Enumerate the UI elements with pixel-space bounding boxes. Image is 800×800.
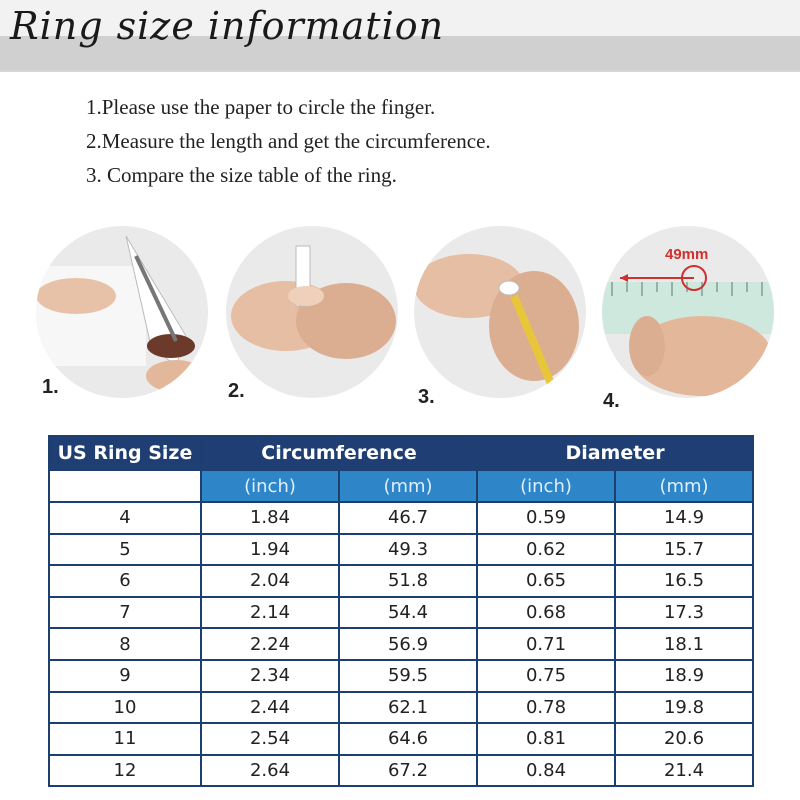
table-units-row [49, 470, 753, 502]
table-row [49, 597, 753, 629]
cell-diam-inch: 0.71 [477, 628, 615, 660]
step-4-number: 4. [603, 390, 620, 412]
cell-circ-inch: 2.14 [201, 597, 339, 629]
cell-diam-inch: 0.65 [477, 565, 615, 597]
header-diameter: Diameter [477, 436, 753, 470]
step-2-number: 2. [228, 380, 245, 402]
step-1-image [36, 226, 208, 398]
cell-diam-mm: 21.4 [615, 755, 753, 787]
unit-diam-inch: (inch) [477, 470, 615, 502]
cell-diam-mm: 19.8 [615, 692, 753, 724]
cell-size: 9 [49, 660, 201, 692]
cell-circ-inch: 2.64 [201, 755, 339, 787]
instruction-3: 3. Compare the size table of the ring. [86, 163, 397, 187]
table-body [49, 502, 753, 786]
cell-diam-mm: 20.6 [615, 723, 753, 755]
cell-circ-mm: 56.9 [339, 628, 477, 660]
cell-size: 10 [49, 692, 201, 724]
table-header-row [49, 436, 753, 470]
table-row [49, 565, 753, 597]
cell-circ-mm: 62.1 [339, 692, 477, 724]
cell-diam-inch: 0.84 [477, 755, 615, 787]
title-banner [0, 0, 800, 72]
cell-circ-inch: 2.44 [201, 692, 339, 724]
cell-diam-inch: 0.81 [477, 723, 615, 755]
step-3-number: 3. [418, 386, 435, 408]
cell-circ-mm: 46.7 [339, 502, 477, 534]
cell-size: 11 [49, 723, 201, 755]
instructions [86, 90, 491, 192]
header-circumference: Circumference [201, 436, 477, 470]
cell-circ-inch: 2.24 [201, 628, 339, 660]
cell-circ-inch: 2.54 [201, 723, 339, 755]
cell-size: 12 [49, 755, 201, 787]
ring-size-table-container [48, 435, 752, 787]
cell-diam-mm: 15.7 [615, 534, 753, 566]
cell-diam-mm: 14.9 [615, 502, 753, 534]
table-row [49, 755, 753, 787]
cell-diam-mm: 17.3 [615, 597, 753, 629]
cell-diam-inch: 0.75 [477, 660, 615, 692]
cell-diam-mm: 16.5 [615, 565, 753, 597]
cell-diam-inch: 0.62 [477, 534, 615, 566]
table-row [49, 692, 753, 724]
cell-circ-inch: 1.84 [201, 502, 339, 534]
cell-diam-mm: 18.1 [615, 628, 753, 660]
table-row [49, 534, 753, 566]
cell-size: 7 [49, 597, 201, 629]
cell-size: 6 [49, 565, 201, 597]
table-row [49, 502, 753, 534]
header-us-ring-size: US Ring Size [49, 436, 201, 470]
instruction-2: 2.Measure the length and get the circumference. [86, 129, 491, 153]
steps-illustrations [0, 222, 800, 412]
cell-size: 5 [49, 534, 201, 566]
instruction-1: 1.Please use the paper to circle the finger. [86, 95, 436, 119]
step-1-number: 1. [42, 376, 59, 398]
cell-circ-mm: 64.6 [339, 723, 477, 755]
cell-diam-mm: 18.9 [615, 660, 753, 692]
unit-circ-mm: (mm) [339, 470, 477, 502]
cell-circ-inch: 2.34 [201, 660, 339, 692]
ruler-label: 49mm [665, 246, 709, 263]
unit-circ-inch: (inch) [201, 470, 339, 502]
unit-diam-mm: (mm) [615, 470, 753, 502]
cell-circ-mm: 59.5 [339, 660, 477, 692]
cell-diam-inch: 0.78 [477, 692, 615, 724]
ring-size-table [48, 435, 754, 787]
cell-circ-mm: 49.3 [339, 534, 477, 566]
cell-size: 8 [49, 628, 201, 660]
table-row [49, 723, 753, 755]
cell-diam-inch: 0.68 [477, 597, 615, 629]
units-blank-cell [49, 470, 201, 502]
step-2-image [226, 226, 398, 398]
cell-circ-mm: 67.2 [339, 755, 477, 787]
cell-circ-mm: 51.8 [339, 565, 477, 597]
table-row [49, 628, 753, 660]
cell-circ-mm: 54.4 [339, 597, 477, 629]
cell-size: 4 [49, 502, 201, 534]
step-3-image [414, 226, 586, 398]
banner-title: Ring size information [10, 4, 445, 48]
table-row [49, 660, 753, 692]
cell-circ-inch: 1.94 [201, 534, 339, 566]
cell-diam-inch: 0.59 [477, 502, 615, 534]
cell-circ-inch: 2.04 [201, 565, 339, 597]
